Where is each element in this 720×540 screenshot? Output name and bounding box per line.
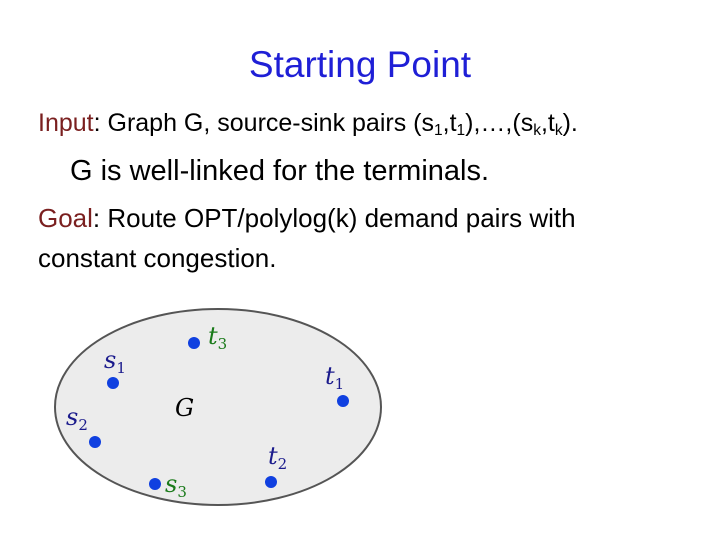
input-mid-2: ),…,(s [465, 109, 534, 137]
goal-text-1: : Route OPT/polylog(k) demand pairs with [92, 203, 576, 233]
terminal-label-s2: $s_2$ [66, 403, 88, 434]
input-mid-3: ,t [540, 109, 555, 137]
well-linked-line: G is well-linked for the terminals. [70, 155, 490, 187]
input-text: : Graph G, source-sink pairs (s [93, 109, 434, 137]
terminal-label-s3: $s_3$ [165, 470, 187, 501]
input-label: Input [38, 109, 94, 137]
terminal-dot-t2 [265, 476, 277, 488]
graph-label: G [175, 394, 195, 422]
terminal-dot-s1 [107, 377, 119, 389]
terminal-dot-s3 [149, 478, 161, 490]
terminal-label-s1: $s_1$ [104, 346, 126, 377]
input-end: ). [562, 109, 578, 137]
terminal-dot-s2 [89, 436, 101, 448]
input-sub-tk: k [554, 121, 563, 139]
input-sub-s1: 1 [434, 121, 443, 139]
goal-label: Goal [38, 203, 93, 233]
slide-title: Starting Point [248, 44, 472, 85]
input-sub-sk: k [533, 121, 541, 139]
input-sub-t1: 1 [456, 121, 466, 139]
terminal-dot-t1 [337, 395, 349, 407]
terminal-dot-t3 [188, 337, 200, 349]
input-mid-1: ,t [442, 109, 457, 137]
goal-line-2: constant congestion. [38, 243, 277, 273]
terminal-label-t2: $t_2$ [268, 442, 288, 473]
terminal-label-t1: $t_1$ [325, 362, 345, 393]
terminal-label-t3: $t_3$ [208, 322, 228, 353]
